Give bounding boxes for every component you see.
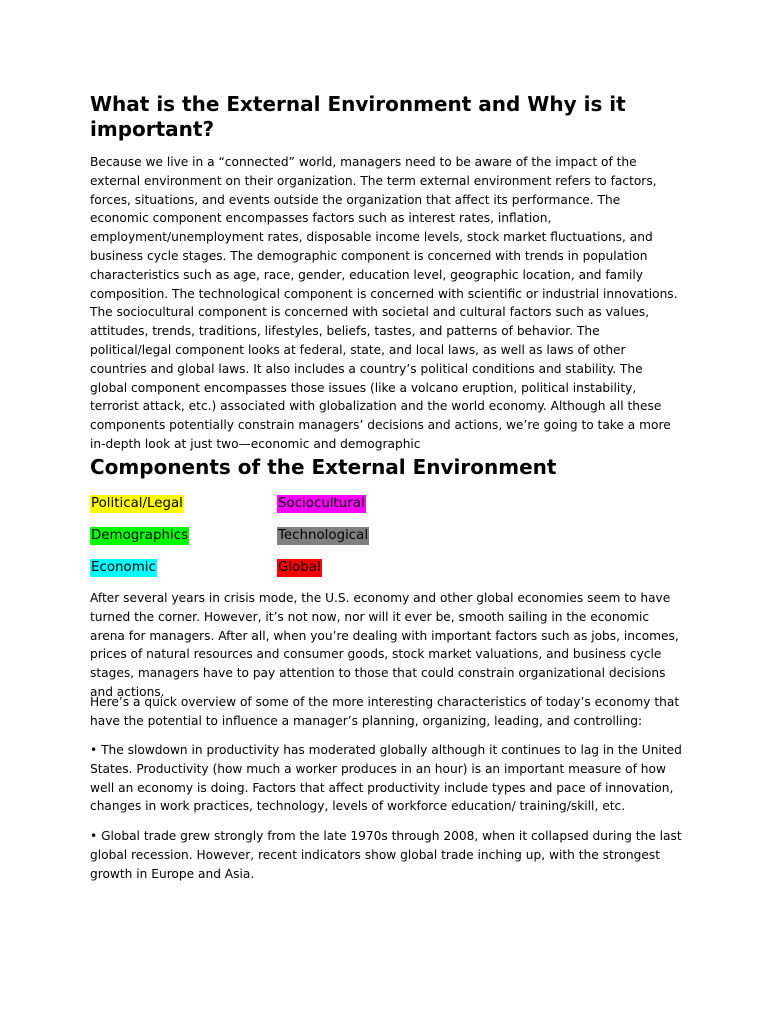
- bullet-global-trade: • Global trade grew strongly from the late 1970s through 2008, when it collapsed during the last global recession. However, recent indicators show global trade inching up, with the strongest growth in Europe and Asia.: [90, 829, 682, 881]
- component-global: Global: [278, 560, 321, 575]
- section-heading-components: Components of the External Environment: [90, 455, 557, 479]
- bullet-productivity: • The slowdown in productivity has moderated globally although it continues to lag in the United States. Productivity (how much a worker produces in an hour) is an important measure of how well an economy is doing. Factors that affect productivity include types and pace of innovation, changes in work practices, technology, levels of workforce education/ training/skill, etc.: [90, 743, 682, 814]
- component-technological: Technological: [278, 528, 369, 543]
- component-demographics: Demographics: [91, 528, 189, 543]
- component-sociocultural: Sociocultural: [278, 496, 365, 511]
- component-economic: Economic: [91, 560, 156, 575]
- component-political-legal: Political/Legal: [91, 496, 183, 511]
- intro-paragraph: Because we live in a “connected” world, managers need to be aware of the impact of the external environment on their organization. The term external environment refers to factors, forces, situations, and events outside the organization that affect its performance. The economic component encompasses factors such as interest rates, inflation, employment/unemployment rates, disposable income levels, stock market fluctuations, and business cycle stages. The demographic component is concerned with trends in population characteristics such as age, race, gender, education level, geographic location, and family composition. The technological component is concerned with scientific or industrial innovations. The sociocultural component is concerned with societal and cultural factors such as values, attitudes, trends, traditions, lifestyles, beliefs, tastes, and patterns of behavior. The political/legal component looks at federal, state, and local laws, as well as laws of other countries and global laws. It also includes a country’s political conditions and stability. The global component encompasses those issues (like a volcano eruption, political instability, terrorist attack, etc.) associated with globalization and the world economy. Although all these components potentially constrain managers’ decisions and actions, we’re going to take a more in-depth look at just two—economic and demographic: [90, 155, 678, 451]
- section-heading-external-environment: What is the External Environment and Why is it important?: [90, 92, 626, 141]
- overview-paragraph: Here’s a quick overview of some of the more interesting characteristics of today’s economy that have the potential to influence a manager’s planning, organizing, leading, and controlling:: [90, 695, 680, 728]
- economy-paragraph: After several years in crisis mode, the U.S. economy and other global economies seem to have turned the corner. However, it’s not now, nor will it ever be, smooth sailing in the economic arena for managers. After all, when you’re dealing with important factors such as jobs, incomes, prices of natural resources and consumer goods, stock market valuations, and business cycle stages, managers have to pay attention to those that could constrain organizational decisions and actions.: [90, 591, 679, 699]
